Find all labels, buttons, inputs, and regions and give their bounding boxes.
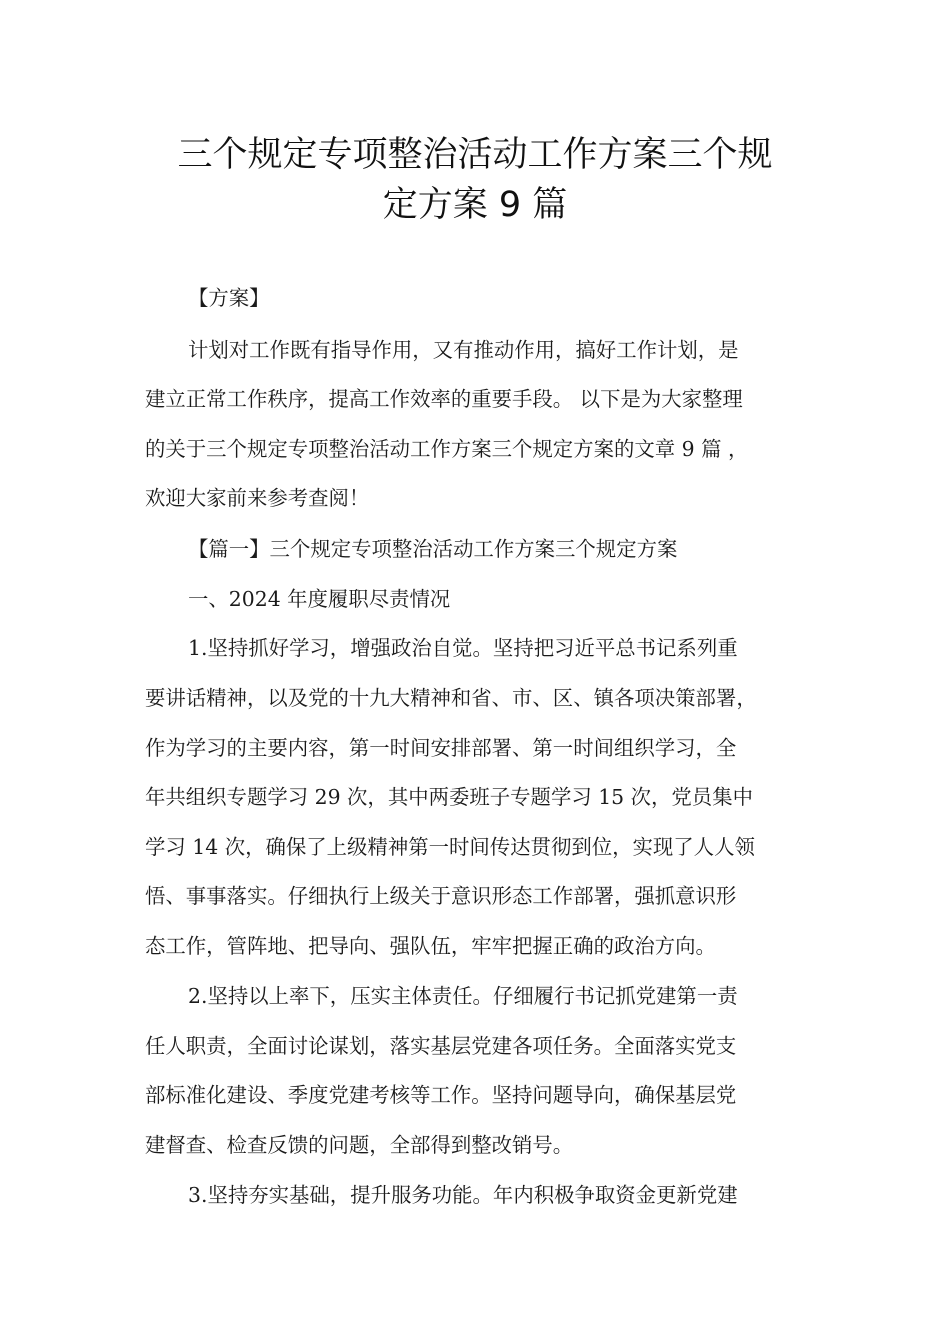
paragraph-line: 计划对工作既有指导作用，又有推动作用，搞好工作计划，是 (188, 338, 739, 362)
section-heading: 【篇一】三个规定专项整治活动工作方案三个规定方案 (188, 537, 678, 561)
document-title-line-1: 三个规定专项整治活动工作方案三个规 (177, 135, 773, 175)
paragraph-line: 要讲话精神，以及党的十九大精神和省、市、区、镇各项决策部署， (145, 686, 757, 710)
document-title-line-2: 定方案 9 篇 (382, 185, 568, 225)
paragraph-line: 建督查、检查反馈的问题，全部得到整改销号。 (145, 1133, 574, 1157)
paragraph-line: 作为学习的主要内容，第一时间安排部署、第一时间组织学习，全 (145, 736, 737, 760)
paragraph-line: 欢迎大家前来参考查阅！ (145, 486, 370, 510)
paragraph-line: 年共组织专题学习 29 次，其中两委班子专题学习 15 次，党员集中 (145, 785, 753, 809)
paragraph-line: 建立正常工作秩序，提高工作效率的重要手段。 以下是为大家整理 (145, 387, 743, 411)
paragraph-line: 3.坚持夯实基础，提升服务功能。年内积极争取资金更新党建 (188, 1183, 738, 1207)
paragraph-line: 任人职责，全面讨论谋划，落实基层党建各项任务。全面落实党支 (145, 1034, 737, 1058)
paragraph-line: 的关于三个规定专项整治活动工作方案三个规定方案的文章 9 篇 ， (145, 437, 749, 461)
paragraph-line: 1.坚持抓好学习，增强政治自觉。坚持把习近平总书记系列重 (188, 636, 738, 660)
paragraph-line: 态工作，管阵地、把导向、强队伍，牢牢把握正确的政治方向。 (145, 934, 716, 958)
paragraph-line: 学习 14 次，确保了上级精神第一时间传达贯彻到位，实现了人人领 (145, 835, 755, 859)
paragraph-line: 部标准化建设、季度党建考核等工作。坚持问题导向，确保基层党 (145, 1083, 737, 1107)
paragraph-line: 2.坚持以上率下，压实主体责任。仔细履行书记抓党建第一责 (188, 984, 738, 1008)
paragraph-line: 悟、事事落实。仔细执行上级关于意识形态工作部署，强抓意识形 (145, 884, 737, 908)
subsection-heading: 一、2024 年度履职尽责情况 (188, 587, 451, 611)
section-heading: 【方案】 (188, 286, 270, 310)
